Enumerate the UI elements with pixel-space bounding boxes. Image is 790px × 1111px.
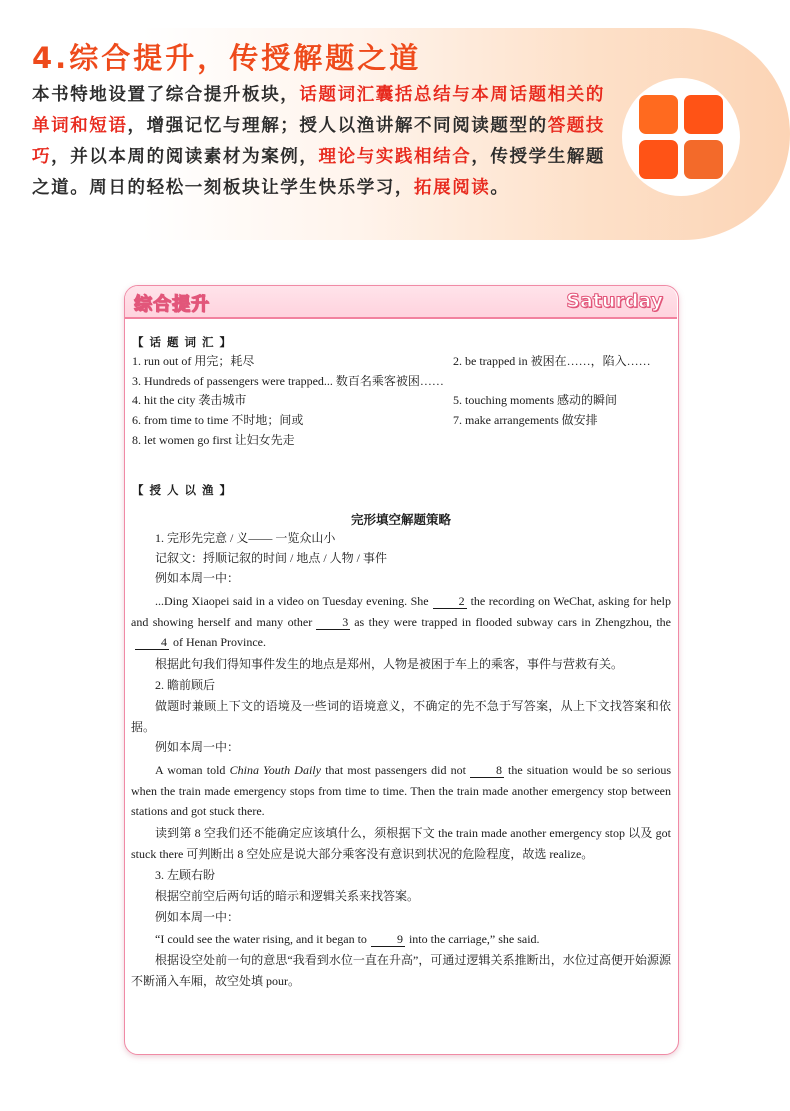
quote-text: “I could see the water rising, and it began to	[155, 932, 367, 946]
vocab-item: 5. touching moments 感动的瞬间	[453, 393, 617, 407]
section-2-text: 做题时兼顾上下文的语境及一些词的语境意义，不确定的先不急于写答案，从上下文找答案和依据。	[131, 699, 671, 734]
logo-square	[684, 95, 723, 134]
vocab-item: 8. let women go first 让妇女先走	[132, 433, 295, 447]
vocab-item: 3. Hundreds of passengers were trapped... 数百名乘客被困……	[132, 374, 444, 388]
logo-square	[639, 140, 678, 179]
logo-square	[639, 95, 678, 134]
banner-intro-text	[32, 80, 612, 204]
example-quote-1	[131, 591, 671, 653]
quote-text: that most passengers did not	[325, 763, 467, 777]
intro-highlight: 理论与实践相结合	[318, 147, 472, 167]
section-2-analysis: 读到第 8 空我们还不能确定应该填什么，须根据下文 the train made another emergency stop 以及 got stuck there 可判断出 8 空处应是说大部分乘客没有意识到状况的危险程度，故选 realize。	[131, 826, 671, 861]
vocab-item: 2. be trapped in 被困在……，陷入……	[453, 354, 651, 368]
section-title: 综合提升	[134, 294, 210, 315]
example-label: 例如本周一中：	[155, 571, 240, 585]
quote-text: as they were trapped in flooded subway cars in Zhengzhou, the	[354, 614, 671, 629]
intro-highlight: 拓展阅读	[414, 178, 491, 198]
vocab-tag: 【 话 题 词 汇 】	[132, 335, 233, 349]
blank-9: 9	[371, 932, 405, 947]
vocab-item: 6. from time to time 不时地；间或	[132, 413, 304, 427]
intro-text: ，增强记忆与理解；授人以渔讲解不同阅读题型的	[127, 116, 548, 136]
intro-text: 本书特地设置了综合提升板块，	[32, 85, 300, 105]
section-2-heading: 2. 瞻前顾后	[155, 678, 216, 692]
example-label: 例如本周一中：	[155, 740, 240, 754]
intro-highlight: 答题技巧	[32, 116, 606, 167]
vocab-item: 1. run out of 用完；耗尽	[132, 354, 255, 368]
quote-text: of Henan Province.	[173, 635, 266, 649]
vocab-item: 7. make arrangements 做安排	[453, 413, 598, 427]
section-3-heading: 3. 左顾右盼	[155, 868, 216, 882]
quote-text: A woman told	[155, 763, 226, 777]
banner-title: 4.综合提升，传授解题之道	[32, 41, 422, 75]
example-label: 例如本周一中：	[155, 910, 240, 924]
skills-tag: 【 授 人 以 渔 】	[132, 483, 233, 497]
blank-2: 2	[433, 594, 467, 609]
intro-text: ，传授学生解题之道。周日的轻松一刻板块让学生快乐学习，	[32, 147, 606, 198]
blank-4: 4	[135, 635, 169, 650]
intro-highlight: 话题词汇囊括总结与本周话题相关的单词和短语	[32, 85, 606, 136]
logo-square	[684, 140, 723, 179]
book-page	[124, 285, 679, 1055]
blank-3: 3	[316, 615, 350, 630]
page-header	[125, 286, 677, 319]
quote-text: ...Ding Xiaopei said in a video on Tuesday evening. She	[155, 594, 429, 608]
intro-text: 。	[490, 178, 510, 198]
day-label: Saturday	[566, 290, 663, 312]
example-quote-3	[131, 929, 671, 950]
quote-text: into the carriage,” she said.	[408, 932, 540, 946]
newspaper-name: China Youth Daily	[229, 763, 321, 777]
section-1-narrative: 记叙文：捋顺记叙的时间 / 地点 / 人物 / 事件	[155, 551, 388, 565]
section-1-heading: 1. 完形先完意 / 义—— 一览众山小	[155, 531, 336, 545]
blank-8: 8	[470, 763, 504, 778]
example-quote-2	[131, 760, 671, 822]
vocab-item: 4. hit the city 袭击城市	[132, 393, 247, 407]
section-3-text: 根据空前空后两句话的暗示和逻辑关系来找答案。	[155, 889, 420, 903]
quote-text: the situation would be so serious when the train made emergency stops from time to time. Then the train made another emergency stop between stations and got stuck there.	[131, 763, 672, 818]
strategy-title: 完形填空解题策略	[350, 512, 451, 527]
quote-text: the recording on WeChat, asking for help and showing herself and many other	[131, 594, 671, 629]
section-3-analysis: 根据设空处前一句的意思“我看到水位一直在升高”，可通过逻辑关系推断出，水位过高便开始源源不断涌入车厢，故空处填 pour。	[131, 953, 671, 988]
intro-text: ，并以本周的阅读素材为案例，	[51, 147, 319, 167]
section-1-analysis: 根据此句我们得知事件发生的地点是郑州，人物是被困于车上的乘客，事件与营救有关。	[155, 657, 624, 671]
four-squares-icon	[639, 95, 723, 179]
